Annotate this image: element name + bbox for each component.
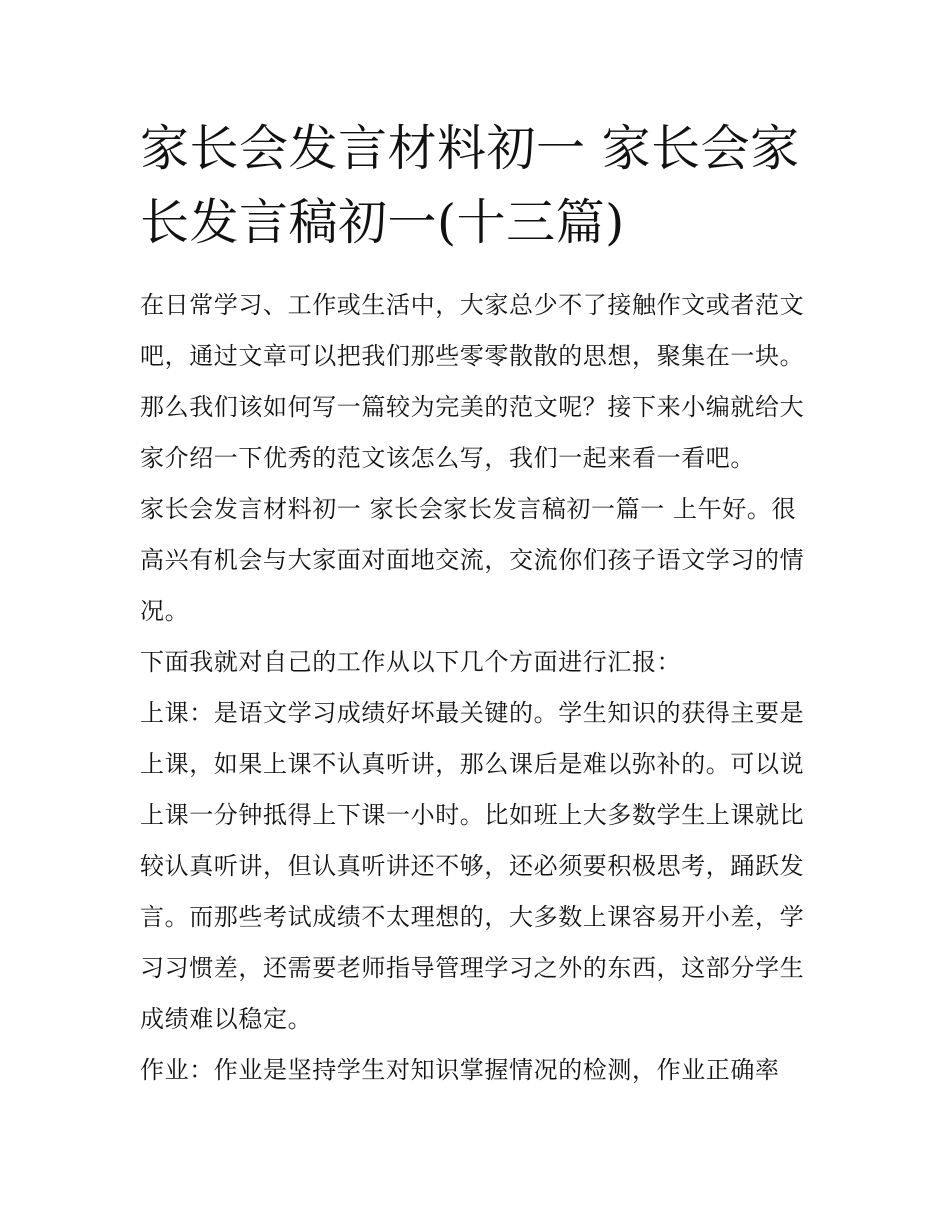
text-line: 下面我就对自己的工作从以下几个方面进行汇报： — [140, 648, 682, 676]
text-line: 成绩难以稳定。 — [140, 1005, 313, 1033]
text-line: 上课，如果上课不认真听讲，那么课后是难以弥补的。可以说 — [140, 750, 805, 778]
text-line: 言。而那些考试成绩不太理想的，大多数上课容易开小差，学 — [140, 903, 805, 931]
text-line: 作业：作业是坚持学生对知识掌握情况的检测，作业正确率 — [140, 1056, 780, 1084]
text-line: 那么我们该如何写一篇较为完美的范文呢？接下来小编就给大 — [140, 393, 805, 421]
text-line: 习习惯差，还需要老师指导管理学习之外的东西，这部分学生 — [140, 954, 805, 982]
document-body — [140, 280, 812, 1096]
paragraph-class — [140, 688, 812, 1045]
document-title — [140, 112, 812, 260]
paragraph-intro — [140, 280, 812, 484]
text-line: 家长会发言材料初一 家长会家长发言稿初一篇一 上午好。很 — [140, 495, 797, 523]
text-line: 家介绍一下优秀的范文该怎么写，我们一起来看一看吧。 — [140, 444, 755, 472]
paragraph-homework — [140, 1045, 812, 1096]
text-line: 高兴有机会与大家面对面地交流，交流你们孩子语文学习的情 — [140, 546, 805, 574]
text-line: 况。 — [140, 597, 190, 625]
paragraph-greeting — [140, 484, 812, 637]
text-line: 上课一分钟抵得上下课一小时。比如班上大多数学生上课就比 — [140, 801, 805, 829]
text-line: 较认真听讲，但认真听讲还不够，还必须要积极思考，踊跃发 — [140, 852, 805, 880]
text-line: 在日常学习、工作或生活中，大家总少不了接触作文或者范文 — [140, 291, 805, 319]
text-line: 上课：是语文学习成绩好坏最关键的。学生知识的获得主要是 — [140, 699, 805, 727]
paragraph-report-intro — [140, 637, 812, 688]
text-line: 吧，通过文章可以把我们那些零零散散的思想，聚集在一块。 — [140, 342, 805, 370]
document-page — [140, 112, 812, 1096]
title-line-2: 长发言稿初一(十三篇) — [140, 194, 625, 251]
title-line-1: 家长会发言材料初一 家长会家 — [140, 120, 800, 177]
